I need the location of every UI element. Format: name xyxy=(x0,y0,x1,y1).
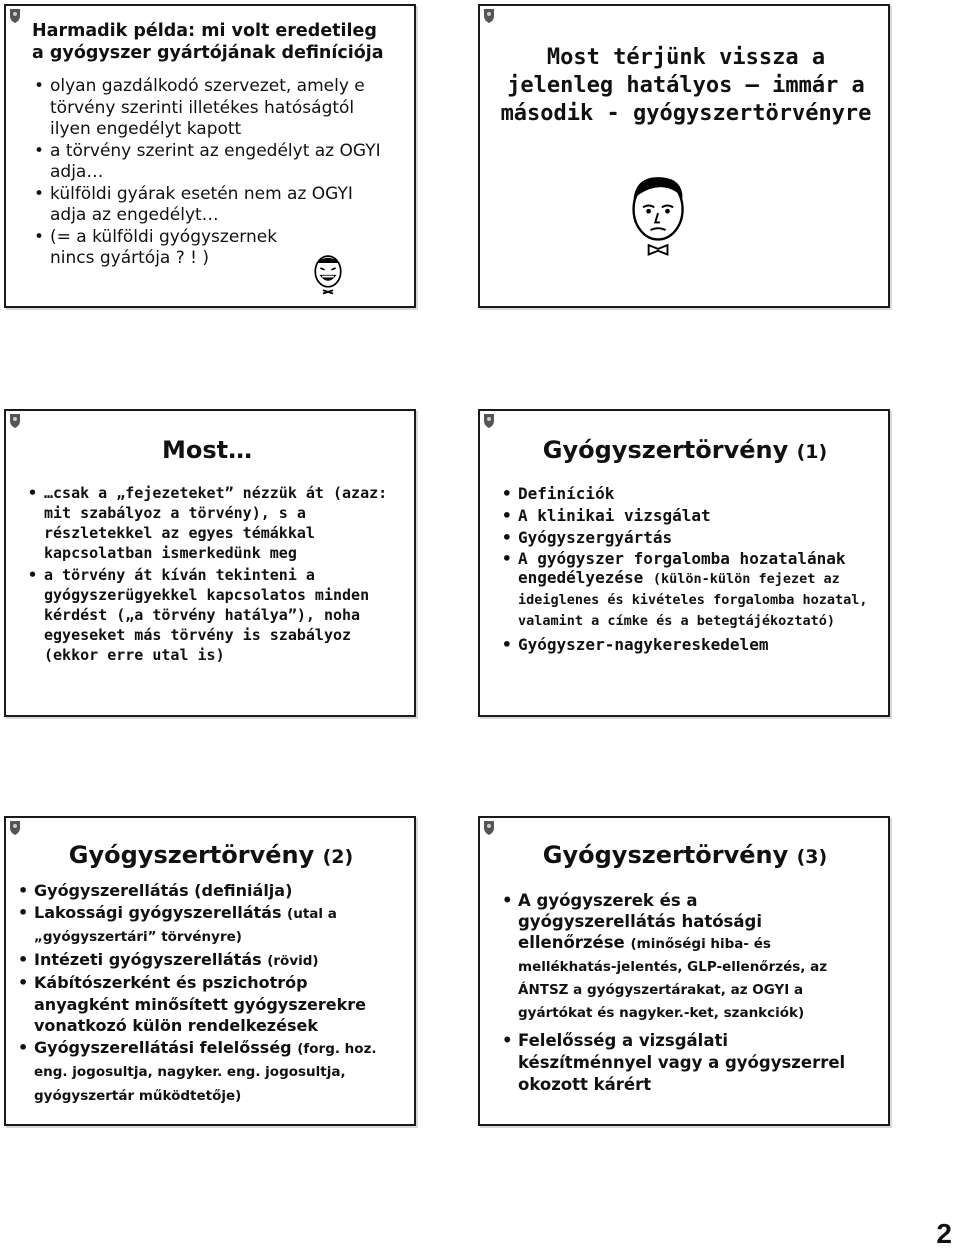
list-item: • …csak a „fejezeteket” nézzük át (azaz: mit szabályoz a törvény), s a részletekkel az egyes témákkal kapcsolatban ismerkedünk meg xyxy=(26,483,396,563)
crest-logo-icon xyxy=(8,820,22,836)
list-item xyxy=(500,634,870,656)
page-number: 2 xyxy=(936,1218,952,1249)
slide-3 xyxy=(4,409,416,717)
item-main: Kábítószerként és pszichotróp anyagként minősített gyógyszerekre vonatkozó külön rendelkezések xyxy=(34,973,367,1035)
crest-logo-icon xyxy=(482,820,496,836)
slide-6 xyxy=(478,816,890,1126)
slide-1-title: Harmadik példa: mi volt eredetileg a gyógyszer gyártójának definíciója xyxy=(32,21,384,63)
list-item: • a törvény át kíván tekinteni a gyógyszerügyekkel kapcsolatos minden kérdést („a törvény hatálya”), noha egyeseket más törvény is szabályoz (ekkor erre utal is) xyxy=(26,565,396,665)
item-main: Definíciók xyxy=(518,484,615,503)
list-item xyxy=(500,527,870,549)
item-main: A gyógyszerek és a gyógyszerellátás hatósági ellenőrzése xyxy=(518,891,762,952)
slide-5-title xyxy=(6,840,416,872)
slide-3-title: Most… xyxy=(162,436,253,464)
crest-logo-icon xyxy=(482,8,496,24)
list-item xyxy=(16,880,400,902)
list-item xyxy=(16,972,400,1037)
item-sub: (minőségi hiba- és mellékhatás-jelentés, GLP-ellenőrzés, az ÁNTSZ a gyógyszertárakat, az OGYI a gyártókat és nagyker.-ket, szankciók) xyxy=(518,936,828,1021)
slide-title-text: Gyógyszertörvény xyxy=(68,841,315,869)
slide-3-list xyxy=(26,483,396,665)
list-item xyxy=(500,505,870,527)
slide-title-number: (3) xyxy=(796,846,828,868)
crest-logo-icon xyxy=(482,413,496,429)
slide-2 xyxy=(478,4,890,308)
item-main: A gyógyszer forgalomba hozatalának engedélyezése xyxy=(518,549,846,587)
list-item xyxy=(16,1037,400,1108)
list-item xyxy=(500,1030,860,1096)
worried-face-icon xyxy=(626,171,692,257)
item-main: Gyógyszerellátási felelősség xyxy=(34,1037,292,1057)
list-item xyxy=(16,949,400,973)
slide-title-text: Gyógyszertörvény xyxy=(542,841,789,869)
slide-title-number: (1) xyxy=(796,441,828,463)
laughing-face-icon xyxy=(311,250,345,298)
item-sub: (rövid) xyxy=(267,952,319,969)
slide-4-title xyxy=(480,435,890,467)
list-item xyxy=(500,549,870,631)
list-item xyxy=(500,483,870,505)
slide-2-title: Most térjünk vissza a jelenleg hatályos – immár a második - gyógyszertörvényre xyxy=(500,45,872,126)
slide-1 xyxy=(4,4,416,308)
crest-logo-icon xyxy=(8,8,22,24)
slide-4 xyxy=(478,409,890,717)
slide-title-text: Gyógyszertörvény xyxy=(542,436,789,464)
item-main: Felelősség a vizsgálati készítménnyel vagy a gyógyszerrel okozott kárért xyxy=(518,1031,846,1094)
item-main: Intézeti gyógyszerellátás xyxy=(34,949,262,969)
slide-6-title xyxy=(480,840,890,872)
crest-logo-icon xyxy=(8,413,22,429)
slide-4-list xyxy=(500,483,870,656)
list-item xyxy=(16,902,400,949)
item-sub: (utal a „gyógyszertári” törvényre) xyxy=(34,905,337,945)
slide-5 xyxy=(4,816,416,1126)
slide-5-list xyxy=(16,880,400,1107)
item-main: Gyógyszergyártás xyxy=(518,528,673,547)
item-sub: (külön-külön fejezet az ideiglenes és kivételes forgalomba hozatal, valamint a címke és a betegtájékoztató) xyxy=(518,571,868,629)
list-item xyxy=(500,890,860,1024)
item-sub: (forg. hoz. eng. jogosultja, nagyker. eng. jogosultja, gyógyszertár működtetője) xyxy=(34,1040,377,1104)
list-item: • külföldi gyárak esetén nem az OGYI adja az engedélyt… xyxy=(32,184,392,227)
slide-6-list xyxy=(500,890,860,1096)
list-item: • a törvény szerint az engedélyt az OGYI adja… xyxy=(32,141,392,184)
list-item: • (= a külföldi gyógyszernek nincs gyártója ? ! ) xyxy=(32,227,392,270)
item-main: A klinikai vizsgálat xyxy=(518,506,711,525)
slide-1-list xyxy=(32,76,392,270)
item-main: Lakossági gyógyszerellátás xyxy=(34,902,282,922)
item-main: Gyógyszer-nagykereskedelem xyxy=(518,635,769,654)
slide-title-number: (2) xyxy=(322,846,354,868)
item-main: Gyógyszerellátás (definiálja) xyxy=(34,881,293,900)
list-item: • olyan gazdálkodó szervezet, amely e törvény szerinti illetékes hatóságtól ilyen engedélyt kapott xyxy=(32,76,392,141)
